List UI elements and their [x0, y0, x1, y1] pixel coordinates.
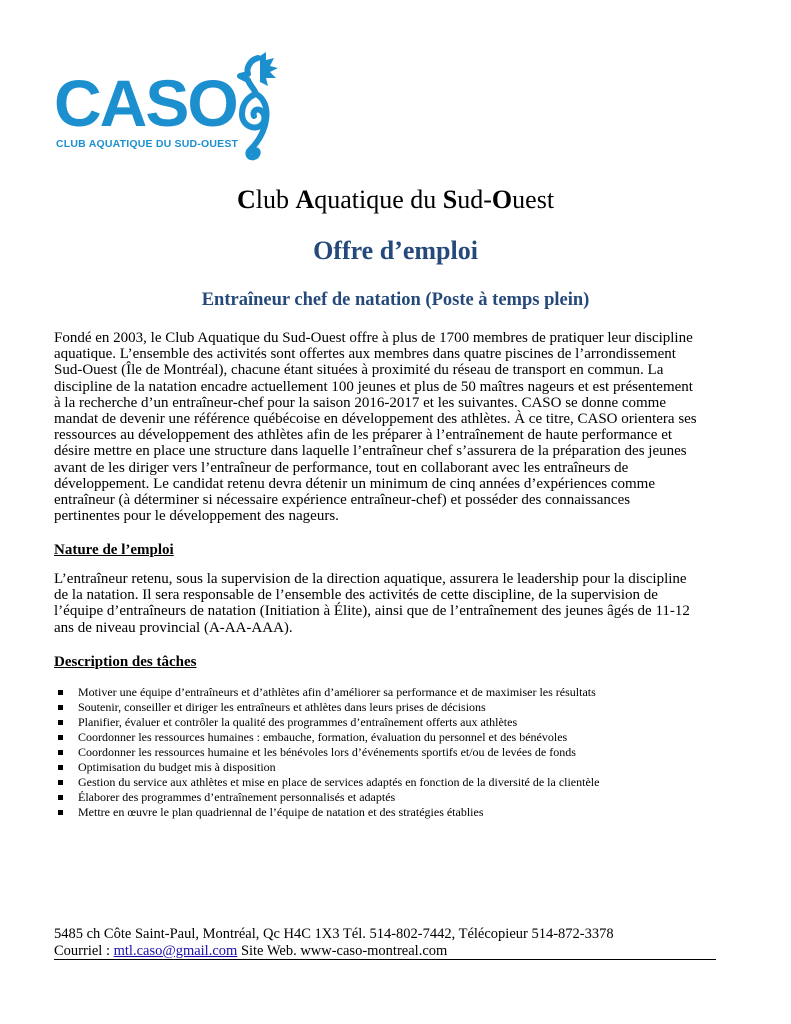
caso-logo	[54, 52, 284, 164]
text-line: l’équipe d’entraîneurs de natation (Initiation à Élite), ainsi que de l’entraînement des jeunes âgés de 11-12	[54, 603, 690, 620]
text-line: mandat de devenir une référence québécoise en développement des athlètes. À ce titre, CASO orientera ses	[54, 411, 697, 428]
list-item	[54, 805, 754, 820]
bullet-icon	[58, 750, 63, 755]
bullet-icon	[58, 765, 63, 770]
bullet-icon	[58, 735, 63, 740]
text-line: aquatique. L’ensemble des activités sont offertes aux membres dans quatre piscines de l’arrondissement	[54, 346, 676, 363]
text-line: de la natation. Il sera responsable de l’ensemble des activités de cette discipline, de la supervision de	[54, 587, 658, 604]
title-rest: uest	[512, 185, 555, 214]
bullet-icon	[58, 705, 63, 710]
title-initial: A	[295, 185, 315, 214]
text-line: développement. Le candidat retenu devra détenir un minimum de cinq années d’expériences comme	[54, 475, 656, 492]
title-initial: O	[491, 185, 513, 214]
task-text: Coordonner les ressources humaines : embauche, formation, évaluation du personnel et des bénévoles	[78, 730, 568, 744]
position-title: Entraîneur chef de natation (Poste à temps plein)	[201, 290, 590, 310]
tasks-heading: Description des tâches	[54, 654, 197, 670]
list-item	[54, 760, 754, 775]
task-text: Planifier, évaluer et contrôler la qualité des programmes d’entraînement offerts aux athlètes	[78, 715, 518, 729]
task-text: Gestion du service aux athlètes et mise en place de services adaptés en fonction de la diversité de la clientèle	[78, 775, 600, 789]
email-label: Courriel :	[54, 942, 114, 959]
text-line: désire mettre en place une structure dans laquelle l’entraîneur chef s’assurera de la préparation des jeunes	[54, 443, 687, 460]
title-rest: lub	[255, 185, 296, 214]
job-offer-heading: Offre d’emploi	[313, 236, 478, 265]
bullet-icon	[58, 810, 63, 815]
text-line: pertinentes pour le développement des nageurs.	[54, 508, 339, 525]
title-initial: S	[442, 185, 458, 214]
bullet-icon	[58, 780, 63, 785]
list-item	[54, 715, 754, 730]
title-initial: C	[236, 185, 256, 214]
text-line: Sud-Ouest (Île de Montréal), chacune étant situées à proximité du réseau de transport en commun. La	[54, 362, 664, 379]
email-link[interactable]: mtl.caso@gmail.com	[113, 942, 238, 959]
bullet-icon	[58, 720, 63, 725]
footer-contact	[54, 943, 614, 960]
task-text: Mettre en œuvre le plan quadriennal de l’équipe de natation et des stratégies établies	[78, 805, 484, 819]
nature-paragraph	[54, 571, 744, 636]
text-line: Fondé en 2003, le Club Aquatique du Sud-Ouest offre à plus de 1700 membres de pratiquer leur discipline	[54, 330, 693, 346]
list-item	[54, 685, 754, 700]
list-item	[54, 790, 754, 805]
intro-paragraph	[54, 330, 744, 524]
nature-heading: Nature de l’emploi	[54, 542, 174, 558]
list-item	[54, 775, 754, 790]
text-line: L’entraîneur retenu, sous la supervision de la direction aquatique, assurera le leadership pour la discipline	[54, 571, 687, 587]
task-text: Soutenir, conseiller et diriger les entraîneurs et athlètes dans leurs prises de décisions	[78, 700, 486, 714]
bullet-icon	[58, 690, 63, 695]
list-item	[54, 745, 754, 760]
text-line: ans de niveau provincial (A-AA-AAA).	[54, 619, 293, 636]
text-line: à la recherche d’un entraîneur-chef pour la saison 2016-2017 et les suivantes. CASO se donne comme	[54, 394, 667, 411]
tasks-list	[54, 685, 754, 820]
club-title	[0, 185, 791, 215]
bullet-icon	[58, 795, 63, 800]
task-text: Coordonner les ressources humaine et les bénévoles lors d’événements sportifs et/ou de levées de fonds	[78, 745, 576, 759]
title-rest: quatique du	[314, 185, 443, 214]
website-text: Site Web. www-caso-montreal.com	[237, 942, 448, 959]
footer	[54, 926, 614, 959]
text-line: avant de les diriger vers l’entraîneur de performance, tout en collaborant avec les entraîneurs de	[54, 459, 629, 476]
text-line: ressources au développement des athlètes afin de les préparer à l’entraînement de haute performance et	[54, 427, 673, 444]
text-line: discipline de la natation encadre actuellement 100 jeunes et plus de 50 maîtres nageurs et est présentement	[54, 378, 693, 395]
logo-wordmark: CASO	[54, 66, 237, 140]
list-item	[54, 700, 754, 715]
text-line: entraîneur (à déterminer si nécessaire expérience entraîneur-chef) et posséder des connaissances	[54, 492, 631, 509]
title-rest: ud-	[457, 185, 492, 214]
footer-divider	[54, 959, 716, 960]
list-item	[54, 730, 754, 745]
footer-address: 5485 ch Côte Saint-Paul, Montréal, Qc H4C 1X3 Tél. 514-802-7442, Télécopieur 514-872-3378	[54, 926, 614, 942]
logo-subtitle: CLUB AQUATIQUE DU SUD-OUEST	[56, 138, 239, 150]
task-text: Motiver une équipe d’entraîneurs et d’athlètes afin d’améliorer sa performance et de maximiser les résultats	[78, 685, 596, 699]
task-text: Élaborer des programmes d’entraînement personnalisés et adaptés	[78, 790, 396, 804]
task-text: Optimisation du budget mis à disposition	[78, 760, 276, 774]
